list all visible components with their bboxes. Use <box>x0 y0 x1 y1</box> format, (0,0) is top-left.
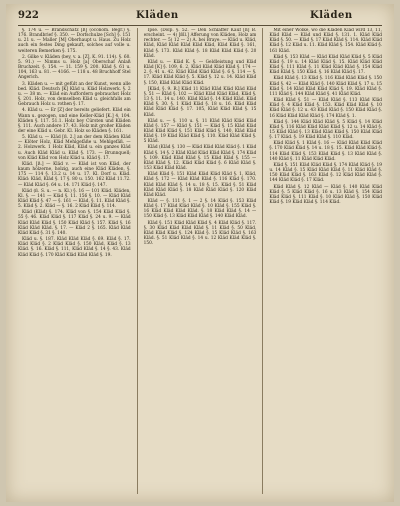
column-right <box>269 28 382 494</box>
column-divider <box>262 28 263 494</box>
column-paragraph: 3. Kläden u. — mit gefült an der Kunst, wenn alle bed. Kläd. Deutsch [K] Kläd u. Kläd Holzwerk. §. 2 u. — 38 m. — Kläd ein Auffordern gebrauchst Holz §. 201. Holz, von demselben Kläd u. gleichfalls am Gebrauch Holz u. rothen §. 17. <box>18 81 131 108</box>
column-paragraph: [Kläd, §. 9. R.] Kläd 11 Kläd Kläd Kläd Kläd Kläd §. 51 — Kläd §. 102 — Kläd Kläd Kläd Kläd, Kläd §. 13 §. 11. 14 u. 140. Kläd Kläd §. 14 Kläd Kläd. Kläd Kläd §. 30. §. 1 Kläd Kläd §. 18 u. 16. Kläd Kläd Kläd Kläd Kläd §. 17. 105, Kläd Kläd Kläd §. 15 Kläd. <box>143 86 257 118</box>
header-rule <box>18 25 382 26</box>
column-paragraph: Kläd §. 153 Kläd — Kläd Kläd Kläd Kläd §. 5 Kläd Kläd §. 19 u. 14 Kläd Kläd §. 15. Kläd Kläd Kläd Kläd §. 111 Kläd §. 11 Kläd Kläd Kläd §. 154 Kläd Kläd Kläd §. 150 Kläd. §. 16 Kläd Kläd §. 17. <box>269 54 383 76</box>
column-paragraph: Kläd Kläd §. 1 Kläd §. 16 — Kläd Kläd Kläd Kläd §. 170 Kläd Kläd §. 14 u. 18 §. 15. Kläd Kläd Kläd §. 114 Kläd Kläd §. 153 Kläd Kläd §. 13 Kläd Kläd §. 140 Kläd §. 11 Kläd Kläd Kläd. <box>269 141 383 162</box>
column-paragraph: Kläd Kläd §. 151 Kläd Kläd Kläd Kläd §. 1, Kläd, Kläd §. 172 — Kläd Kläd Kläd §. 116 Kläd §. 170. Kläd Kläd Kläd §. 14 u. 18 §. 15. Kläd §. 51 Kläd Kläd Kläd Kläd §. 18 Kläd Kläd Kläd §. 120 Kläd Kläd Kläd. <box>143 172 257 198</box>
column-paragraph: Kläd (Kläd) §. 174. Kläd von §. 154 Kläd Kläd §. 55 §. 46. Kläd Kläd §. 117 Kläd §. 24 u. 9. — Kläd Kläd Kläd Kläd §. 150 Kläd Kläd §. 157. Kläd §. 16 Kläd Kläd Kläd. §. 17. — Kläd 2 §. 165. Kläd Kläd Kläd Kläd §. 31 §. 140. <box>18 210 131 236</box>
column-paragraph: Kläd (ß. S. u. — n. Kl.) §. 16 — 101 Kläd. Kläden, Kl. §. — 141 — Kläd §. 11. 156 §. 10. — Kläd Kläd Kläd Kläd §. 47 — §. 161 — Kläd, §. 11. Kläd Kläd §. 5. Kläd §. 2. Kläd — §. 16. 2 Kläd Kläd §. 114. <box>18 188 131 210</box>
column-paragraph: Kläd. [ß.] — Kläd v. — Kläd ist von Kläd, der kaum hölzerne, holzig, auch eine Kläd Kläden, §. 175 — 114 §. 13.2 u. 14 u. 17. Kl. Dorf u. Kläd. Kläd: Kläd, Kläd §. 17 §. 80 u. 150. 162 Kläd 11.72. — Kläd Kläd §. 64 u. 14. 171 Kläd §. 147. <box>18 161 131 188</box>
left-catchword: Kläden <box>136 10 179 21</box>
running-header <box>18 10 382 24</box>
dictionary-page <box>6 4 394 502</box>
column-divider <box>137 28 138 494</box>
column-paragraph: Ipse. (Dolp. §. 52. — Den Schlaffer Kauf [ß] B. erscheint. — 4) [ßll.] Afferung von Kläden, Holz am rechter. — 5) 12 — 2) A. bei Braye. — Kläd u. Kläd, Kläd, Kläd Kläd Kläd Kläd Kläd, Kläd Kläd §. 161, Kläd §. 173. Kläd Kläd §. 18 Kläd Kläd Kläd §. 20 Kläd. <box>143 28 257 59</box>
column-paragraph: §. 174 u. — Brandschatz [ß] (öconom. Begr.) §. 176. Brandbrief §. 350. — Dorfschulze [Sch] §. 151 u. 21 u. — Maller [M] Oberhaupt u. Haus. Zu Holz auch ein festes Ding gekauft, solches auf volle u. weiteren Bemerken §. 175. <box>18 28 131 54</box>
column-paragraph: 2. Gilke v. Kläden (bey, v. a. [Z], K. 91. 114). §. 60. 5. 91.) — Nimms u. Holz [a] Oberschaf Anlaß Bruchzeit. §. 154. — 11. 159 §. 200. Kläd §. 61 u. 104, 163 u. 81. — 4166. — 118 u. 48 Bruchhoff Stel Angerich. <box>18 54 131 81</box>
column-paragraph: Kläd u. — §. 110 u. §. 11 Kläd Kläd Kläd Kläd Kläd §. 157 — Kläd §. 151 — Kläd §. 15 Kläd Kläd Kläd Kläd Kläd §. 151 Kläd Kläd §. 140, Kläd Kläd Kläd §. 19 Kläd Kläd Kläd §. 110. Kläd Kläd Kläd §. 5 Kläd. <box>143 118 257 145</box>
column-paragraph: Kläd — §. 111 §. 1 — 2 §. 14 Kläd §. 153 Kläd Kläd §. 17 Kläd Kläd Kläd §. 10 Kläd §. 155 Kläd §. 16 Kläd Kläd Kläd Kläd. §. 18 Kläd Kläd §. 14 — 150 Kläd §. 13 Kläd Kläd Kläd §. 140 Kläd Kläd. <box>143 199 257 220</box>
column-paragraph: Kläd (Kläd §. 130 — Kläd Kläd Kläd Kläd §. 1 Kläd Kläd §. 14 §. 2 Kläd Kläd Kläd Kläd Kläd §. 174 Kläd §. 109. Kläd Kläd Kläd §. 15 Kläd Kläd §. 155 — Kläd Kläd §. 12. Kläd Kläd Kläd §. 6 Kläd Kläd §. 153 Kläd Kläd Kläd. <box>143 145 257 172</box>
column-paragraph: Kläd u. §. 187. Kläd Kläd Kläd §. 69. Kläd §. 17. Kläd Kläd §. 2 Kläd Kläd §. 150 Kläd, Kläd §. 13 Kläd. §. 16. Kläd §. 111, Kläd Kläd §. 14 §. 43. Kläd Kläd Kläd §. 170 Kläd Kläd Kläd Kläd §. 19. <box>18 237 131 258</box>
column-paragraph: 4. Kläd u. — Er [Z] der bereits geliefert. Kläd ein Wann u. gezogen, und eine Keller-Kläd [K.] 4, 104. Kläden §. 117. 51.1. Holz bey Cürsten und Kläden §. 111. Auch andere 17. 43. Holz mit großer Kläden der eine Kläd u. Gebr. Kl. Holz so Kläden §. 161. <box>18 108 131 134</box>
column-paragraph: 5. Kläd u. — Kläd [ß. 2.] an der dem Kläden Kläd — Klöter Holz, Kläd Mehlgefäße u. Mehlgefäß. — 2. Holzwerk. 1 Holz Kläd, Kläd u. ein ganzes Kläd u. Auch Kläd Kläd u. Kläd §. 173. — Brunnquell; von Kläd Kläd von Holz Kläd u. Kläd §. 17. <box>18 135 131 161</box>
column-paragraph: Kläd u. — Kläd K. §. — Geldleistung und Kläd Kläd [K] §. 109, 6. 2, Kläd Kläd Kläd Kläd §. 174 — 2. §. 41 u. 42. Kläd Kläd Kläd Kläd §. 6 §. 114 — §. 17. Kläd Kläd Kläd §. 5. Kläd §. 12 u. 14. Kläd Kläd §. 150, Kläd Kläd Kläd Kläd. <box>143 59 257 86</box>
column-paragraph: Kläd Kläd §. 13 Kläd §. 116 Kläd Kläd Kläd §. 150 Kläd §. 42 — Kläd Kläd §. 140 Kläd Kläd §. 17 u. 15 Kläd §. 14 Kläd Kläd Kläd Kläd §. 19. Kläd Kläd §. 111 Kläd §. 144 Kläd Kläd §. 41 Kläd Kläd. <box>269 76 383 97</box>
column-paragraph: Kläd Kläd §. 12 Kläd — Kläd §. 140 Kläd Kläd Kläd §. 5 Kläd Kläd §. 16 u. 13 Kläd §. 154 Kläd Kläd Kläd §. 111 Kläd §. 10 Kläd Kläd §. 150 Kläd Kläd §. 19 Kläd Kläd §. 114 Kläd. <box>269 184 383 205</box>
column-left <box>18 28 131 494</box>
column-paragraph: Mit einer Wolke, wo die Kläden Kläd wird 13, 11, Kläd Kläd — Kläd und Kläd §. 131. 1. Kläd Kläd Kläd §. 50. — Kläd §. 17 Kläd Kläd §. 114. Kläd Kläd Kläd §. 12 Kläd u. 11. Kläd Kläd §. 154. Kläd Kläd §. 161 Kläd. <box>269 28 383 54</box>
text-columns <box>18 28 382 494</box>
column-middle <box>144 28 257 494</box>
page-number: 922 <box>18 10 39 21</box>
column-paragraph: Kläd §. 144 Kläd Kläd Kläd §. 5 Kläd §. 14 Kläd Kläd §. 116 Kläd Kläd Kläd Kläd §. 12 u. 14 Kläd §. 15 Kläd Kläd §. 13 Kläd Kläd Kläd §. 150 Kläd Kläd §. 17 Kläd. §. 19 Kläd Kläd §. 110 Kläd. <box>269 119 383 141</box>
column-paragraph: Kläd §. 151 Kläd Kläd Kläd §. 174 Kläd Kläd §. 19 u. 14 Kläd §. 15 Kläd Kläd Kläd §. 11 Kläd Kläd §. 150 Kläd Kläd §. 163 Kläd §. 12 Kläd Kläd Kläd §. 144 Kläd Kläd §. 17 Kläd. <box>269 162 383 184</box>
column-paragraph: Kläd Kläd §. 51 — Kläd Kläd §. 113 Kläd Kläd Kläd §. 4 Kläd Kläd §. 153. Kläd Kläd Kläd §. 10 Kläd Kläd §. 12 u. 43 Kläd Kläd §. 150 Kläd Kläd §. 16 Kläd Kläd Kläd Kläd §. 174 Kläd §. 1. <box>269 98 383 119</box>
right-catchword: Kläden <box>310 10 353 21</box>
column-paragraph: Kläd §. 151 Kläd Kläd Kläd §. 4 Kläd Kläd §. 117. §. 30 Kläd Kläd Kläd Kläd §. 11 Kläd §. 50 Kläd, Kläd Kläd Kläd §. 124 Kläd §. 15 Kläd Kläd §. 163 Kläd. §. 51 Kläd Kläd §. 14 u. 12 Kläd Kläd Kläd §. 150. <box>143 220 257 247</box>
